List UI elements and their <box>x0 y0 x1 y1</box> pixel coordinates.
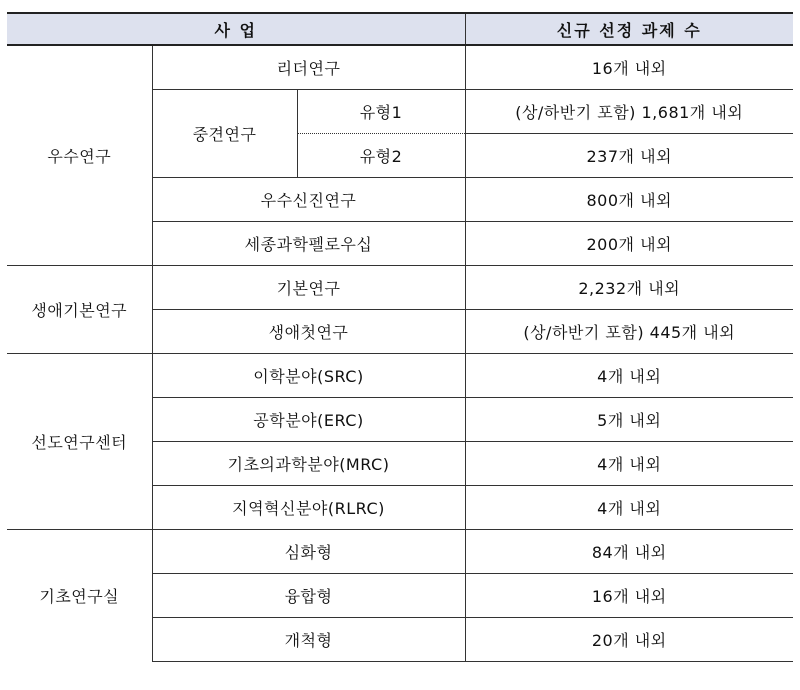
table-header-row <box>7 13 793 45</box>
program-name: 생애첫연구 <box>152 310 465 354</box>
program-name: 기초의과학분야(MRC) <box>152 442 465 486</box>
count-value: 5개 내외 <box>465 398 793 442</box>
group-label: 기초연구실 <box>7 530 152 662</box>
count-value: 4개 내외 <box>465 486 793 530</box>
group-label: 선도연구센터 <box>7 354 152 530</box>
program-subtype: 유형2 <box>297 134 465 178</box>
count-value: (상/하반기 포함) 1,681개 내외 <box>465 90 793 134</box>
count-value: (상/하반기 포함) 445개 내외 <box>465 310 793 354</box>
program-name: 공학분야(ERC) <box>152 398 465 442</box>
program-name: 우수신진연구 <box>152 178 465 222</box>
count-value: 84개 내외 <box>465 530 793 574</box>
count-value: 800개 내외 <box>465 178 793 222</box>
program-name: 지역혁신분야(RLRC) <box>152 486 465 530</box>
program-name: 세종과학펠로우십 <box>152 222 465 266</box>
program-name: 중견연구 <box>152 90 297 178</box>
count-value: 4개 내외 <box>465 442 793 486</box>
program-name: 개척형 <box>152 618 465 662</box>
program-name: 융합형 <box>152 574 465 618</box>
header-count: 신규 선정 과제 수 <box>465 13 793 45</box>
program-name: 이학분야(SRC) <box>152 354 465 398</box>
count-value: 4개 내외 <box>465 354 793 398</box>
program-name: 심화형 <box>152 530 465 574</box>
header-program: 사 업 <box>7 13 465 45</box>
group-label: 우수연구 <box>7 45 152 266</box>
count-value: 200개 내외 <box>465 222 793 266</box>
count-value: 20개 내외 <box>465 618 793 662</box>
program-subtype: 유형1 <box>297 90 465 134</box>
table-row <box>7 530 793 574</box>
program-name: 리더연구 <box>152 45 465 90</box>
count-value: 237개 내외 <box>465 134 793 178</box>
table-row <box>7 45 793 90</box>
count-value: 2,232개 내외 <box>465 266 793 310</box>
count-value: 16개 내외 <box>465 574 793 618</box>
program-table <box>7 12 793 662</box>
count-value: 16개 내외 <box>465 45 793 90</box>
program-name: 기본연구 <box>152 266 465 310</box>
table-row <box>7 266 793 310</box>
table-row <box>7 354 793 398</box>
group-label: 생애기본연구 <box>7 266 152 354</box>
